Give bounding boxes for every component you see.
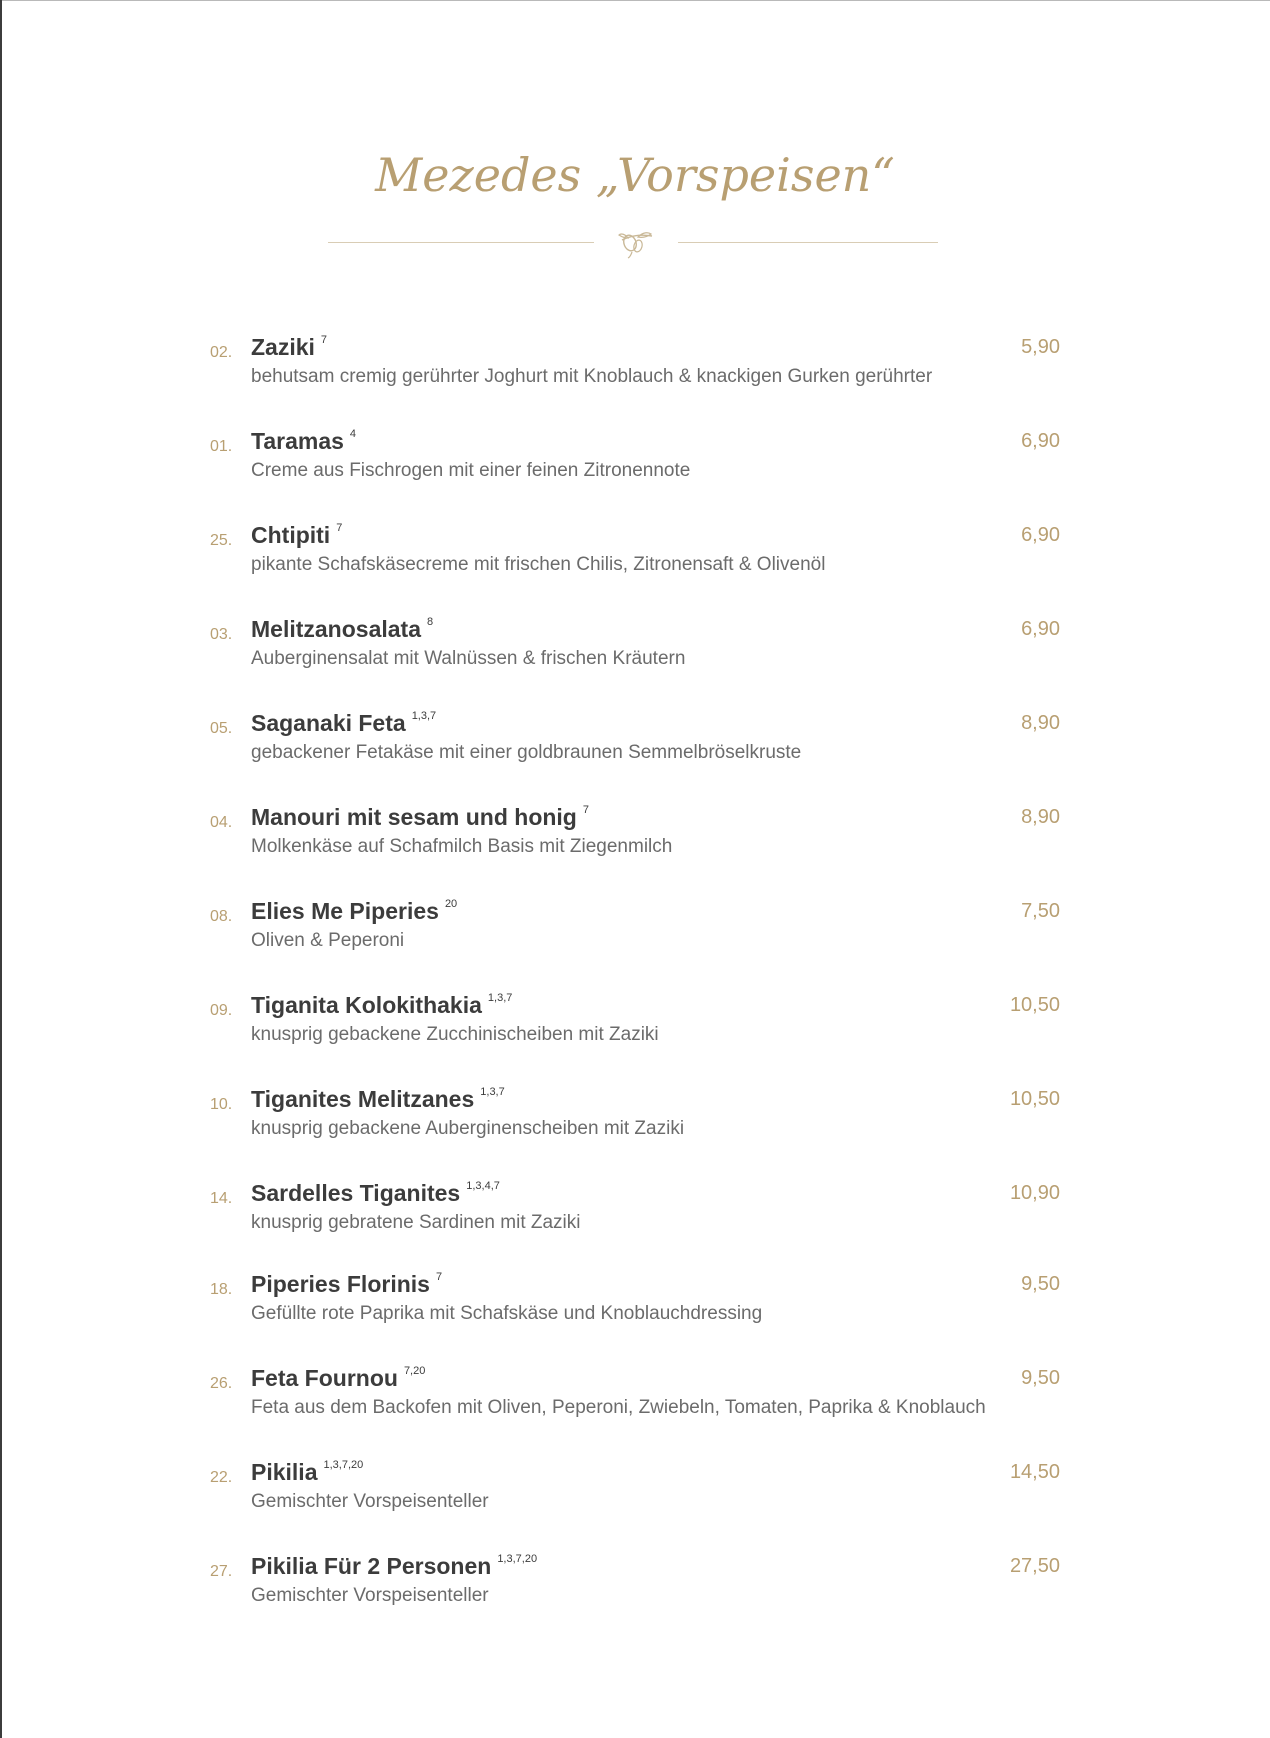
item-price: 14,50 [1009, 1461, 1060, 1483]
item-name-text: Tiganites Melitzanes [251, 1086, 475, 1112]
item-name-text: Manouri mit sesam und honig [251, 804, 577, 830]
divider-line-right [678, 242, 938, 243]
item-name-text: Feta Fournou [251, 1365, 398, 1391]
menu-item [0, 420, 1270, 500]
item-description: pikante Schafskäsecreme mit frischen Chilis, Zitronensaft & Olivenöl [251, 554, 826, 575]
menu-item [0, 984, 1270, 1064]
item-name [251, 1365, 425, 1392]
item-description: Auberginensalat mit Walnüssen & frischen Kräutern [251, 648, 686, 669]
divider-line-left [328, 242, 594, 243]
item-allergens: 7,20 [403, 1365, 426, 1377]
item-name-text: Taramas [251, 428, 344, 454]
item-price: 6,90 [1021, 430, 1060, 452]
item-price: 7,50 [1021, 900, 1060, 922]
item-price: 10,90 [1009, 1182, 1060, 1204]
item-price: 8,90 [1021, 806, 1060, 828]
item-price: 9,50 [1021, 1367, 1060, 1389]
item-name [251, 1180, 500, 1207]
item-name-text: Piperies Florinis [251, 1271, 430, 1297]
item-allergens: 8 [427, 616, 434, 628]
menu-item [0, 702, 1270, 782]
item-price: 5,90 [1021, 336, 1060, 358]
menu-item [0, 514, 1270, 594]
item-description: gebackener Fetakäse mit einer goldbraunen Semmelbröselkruste [251, 742, 802, 763]
item-name [251, 522, 342, 549]
item-name [251, 334, 327, 361]
item-number: 09. [210, 1002, 233, 1019]
item-name [251, 804, 589, 831]
item-allergens: 1,3,7 [480, 1086, 505, 1098]
item-price: 8,90 [1021, 712, 1060, 734]
item-description: knusprig gebratene Sardinen mit Zaziki [251, 1212, 581, 1233]
menu-item [0, 1451, 1270, 1531]
olive-branch-icon [616, 226, 656, 260]
menu-item [0, 796, 1270, 876]
item-number: 04. [210, 814, 233, 831]
item-allergens: 1,3,4,7 [466, 1180, 500, 1192]
item-description: Gemischter Vorspeisenteller [251, 1585, 489, 1606]
item-description: Oliven & Peperoni [251, 930, 405, 951]
item-number: 27. [210, 1563, 233, 1580]
item-name-text: Zaziki [251, 334, 315, 360]
item-number: 02. [210, 344, 233, 361]
menu-item [0, 1357, 1270, 1437]
item-description: knusprig gebackene Zucchinischeiben mit Zaziki [251, 1024, 659, 1045]
page-title: Mezedes „Vorspeisen“ [375, 148, 895, 202]
item-price: 9,50 [1021, 1273, 1060, 1295]
item-number: 01. [210, 438, 233, 455]
item-name [251, 1553, 537, 1580]
item-price: 6,90 [1021, 524, 1060, 546]
item-allergens: 7 [435, 1271, 443, 1283]
item-number: 26. [210, 1375, 233, 1392]
item-name [251, 992, 512, 1019]
menu-item [0, 1263, 1270, 1343]
item-name [251, 898, 457, 925]
item-name-text: Chtipiti [251, 522, 331, 548]
item-description: knusprig gebackene Auberginenscheiben mit Zaziki [251, 1118, 685, 1139]
item-number: 22. [210, 1469, 233, 1486]
item-number: 03. [210, 626, 233, 643]
menu-item [0, 608, 1270, 688]
item-allergens: 7 [582, 804, 589, 816]
item-price: 27,50 [1009, 1555, 1060, 1577]
menu-item [0, 1078, 1270, 1158]
item-name [251, 428, 356, 455]
item-allergens: 1,3,7 [411, 710, 437, 722]
item-allergens: 7 [336, 522, 343, 534]
item-number: 18. [210, 1281, 233, 1298]
item-name-text: Tiganita Kolokithakia [251, 992, 482, 1018]
item-number: 05. [210, 720, 233, 737]
item-description: Molkenkäse auf Schafmilch Basis mit Ziegenmilch [251, 836, 673, 857]
item-allergens: 7 [320, 334, 328, 346]
item-number: 08. [210, 908, 233, 925]
item-allergens: 1,3,7,20 [497, 1553, 538, 1565]
item-name [251, 1271, 442, 1298]
item-description: Creme aus Fischrogen mit einer feinen Zitronennote [251, 460, 691, 481]
item-price: 6,90 [1021, 618, 1060, 640]
item-name-text: Melitzanosalata [251, 616, 421, 642]
item-allergens: 1,3,7 [487, 992, 513, 1004]
menu-item [0, 1545, 1270, 1625]
item-allergens: 20 [444, 898, 458, 910]
item-name [251, 616, 433, 643]
item-allergens: 4 [349, 428, 357, 440]
item-description: Gemischter Vorspeisenteller [251, 1491, 489, 1512]
menu-item [0, 326, 1270, 406]
item-name-text: Sardelles Tiganites [251, 1180, 461, 1206]
item-name-text: Pikilia [251, 1459, 318, 1485]
page-top-border [0, 0, 1270, 1]
item-allergens: 1,3,7,20 [323, 1459, 364, 1471]
menu-item [0, 1172, 1270, 1252]
item-name [251, 710, 436, 737]
item-name-text: Saganaki Feta [251, 710, 406, 736]
item-name-text: Pikilia Für 2 Personen [251, 1553, 492, 1579]
item-number: 14. [210, 1190, 233, 1207]
item-name [251, 1459, 363, 1486]
item-name [251, 1086, 505, 1113]
item-description: Feta aus dem Backofen mit Oliven, Peperoni, Zwiebeln, Tomaten, Paprika & Knoblauch [251, 1397, 986, 1418]
item-description: behutsam cremig gerührter Joghurt mit Knoblauch & knackigen Gurken gerührter [251, 366, 933, 387]
item-number: 25. [210, 532, 233, 549]
item-number: 10. [210, 1096, 233, 1113]
item-price: 10,50 [1009, 1088, 1060, 1110]
menu-item [0, 890, 1270, 970]
item-description: Gefüllte rote Paprika mit Schafskäse und Knoblauchdressing [251, 1303, 763, 1324]
item-price: 10,50 [1009, 994, 1060, 1016]
item-name-text: Elies Me Piperies [251, 898, 439, 924]
